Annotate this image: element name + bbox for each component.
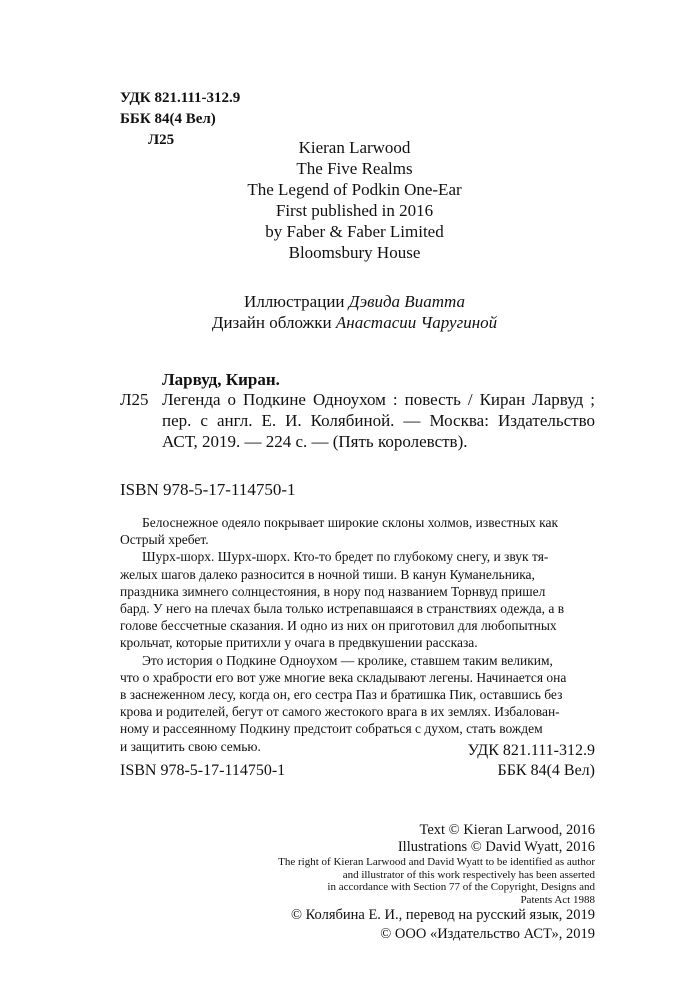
annotation-line: крольчат, которые притихли у очага в предвкушении рассказа. [120, 635, 478, 651]
udk-code-bottom: УДК 821.111-312.9 [467, 742, 595, 759]
udk-code: УДК 821.111-312.9 [120, 90, 241, 106]
bbk-code: ББК 84(4 Вел) [120, 111, 216, 127]
rights-notice-line: and illustrator of this work respectively has been asserted [342, 868, 595, 881]
annotation-line: Шурх-шорх. Шурх-шорх. Кто-то бредет по глубокому снегу, и звук тя- [142, 549, 549, 565]
original-line: by Faber & Faber Limited [265, 222, 444, 241]
biblio-line: Издательство АСТ, 2019. — 224 с. — (Пять [162, 411, 595, 451]
annotation-line: и защитить свою семью. [120, 738, 261, 754]
isbn-bottom: ISBN 978-5-17-114750-1 [120, 762, 286, 779]
copyright-block [260, 822, 595, 944]
annotation-line: что о храбрости его вот уже многие века складывают легены. Начинается она [120, 669, 567, 685]
annotation-line: ному и рассеянному Подкину предстоит собраться с духом, стать вождем [120, 721, 543, 737]
biblio-line: Ларвуд ; пер. с англ. Е. И. Колябиной. — Москва: [162, 390, 595, 430]
annotation [120, 514, 595, 755]
credits [0, 291, 681, 333]
bbk-code-bottom: ББК 84(4 Вел) [497, 762, 595, 779]
original-line: Bloomsbury House [288, 243, 421, 262]
illustrations-copyright: Illustrations © David Wyatt, 2016 [397, 839, 595, 855]
original-line: Kieran Larwood [298, 138, 411, 157]
rights-notice-line: The right of Kieran Larwood and David Wyatt to be identified as author [278, 856, 595, 868]
bibliographic-record [162, 389, 595, 452]
text-copyright: Text © Kieran Larwood, 2016 [419, 822, 595, 838]
cover-credit [28, 312, 681, 333]
isbn: ISBN 978-5-17-114750-1 [120, 480, 296, 499]
cover-label: Дизайн обложки [211, 313, 332, 332]
annotation-line: крова и родителей, бегут от самого жестокого врага в их землях. Избалован- [120, 704, 560, 720]
original-edition-info [0, 137, 681, 263]
biblio-line: королевств). [377, 432, 468, 451]
illustrator-name: Дэвида Виатта [348, 292, 465, 311]
catalog-code: Л25 [120, 390, 149, 409]
annotation-line: бард. У него на плечах была только истрепавшаяся в странствиях одежда, а в [120, 601, 565, 617]
author-code: Л25 [148, 132, 175, 148]
rights-notice-line: Patents Act 1988 [520, 893, 595, 906]
original-line: First published in 2016 [275, 201, 434, 220]
illustrations-credit [28, 291, 681, 312]
annotation-line: Белоснежное одеяло покрывает широкие склоны холмов, известных как [142, 515, 559, 530]
bottom-classification [120, 741, 595, 781]
catalog-author: Ларвуд, Киран. [162, 370, 280, 389]
translation-copyright: © Колябина Е. И., перевод на русский язык, 2019 [290, 907, 595, 923]
rights-notice-line: in accordance with Section 77 of the Copyright, Designs and [327, 881, 595, 893]
publisher-copyright: © ООО «Издательство АСТ», 2019 [380, 926, 595, 942]
annotation-line: в заснеженном лесу, когда он, его сестра Паз и братишка Пик, оставшись без [120, 687, 563, 703]
annotation-line: Острый хребет. [120, 532, 209, 548]
annotation-line: голове бессчетные сказания. И одно из них он приготовил для любопытных [120, 618, 557, 634]
illustrations-label: Иллюстрации [244, 292, 345, 311]
annotation-line: желых шагов далеко разносится в ночной тиши. В канун Куманельника, [120, 566, 535, 582]
cover-designer-name: Анастасии Чаругиной [335, 313, 498, 332]
original-line: The Legend of Podkin One-Ear [247, 180, 462, 199]
biblio-line: Легенда о Подкине Одноухом : повесть / Киран [162, 390, 526, 409]
original-line: The Five Realms [296, 159, 413, 178]
annotation-line: Это история о Подкине Одноухом — кролике, ставшем таким великим, [142, 652, 553, 668]
annotation-line: праздника зимнего солнцестояния, в нору под названием Торнвуд пришел [120, 583, 546, 599]
